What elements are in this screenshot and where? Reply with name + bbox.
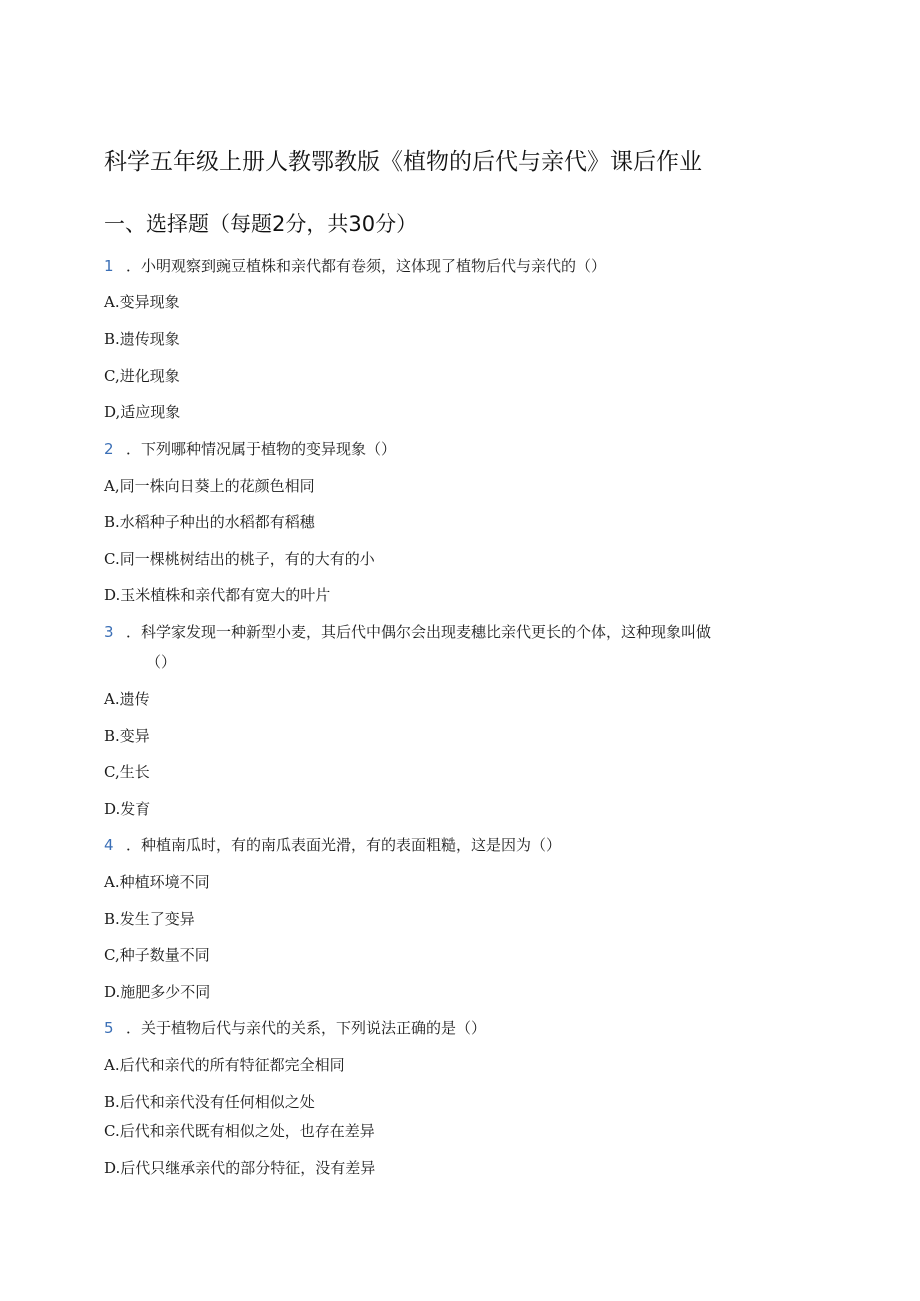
option-5c: C.后代和亲代既有相似之处，也存在差异 bbox=[104, 1122, 375, 1140]
option-3d: D.发育 bbox=[104, 800, 151, 818]
question-3 bbox=[104, 622, 711, 642]
option-5b: B.后代和亲代没有任何相似之处 bbox=[104, 1093, 315, 1111]
question-number: 3 bbox=[104, 623, 114, 641]
option-3a: A.遗传 bbox=[104, 690, 150, 708]
question-text: ．科学家发现一种新型小麦，其后代中偶尔会出现麦穗比亲代更长的个体，这种现象叫做 bbox=[126, 623, 712, 641]
option-4d: D.施肥多少不同 bbox=[104, 983, 211, 1001]
question-text: ．下列哪种情况属于植物的变异现象（） bbox=[126, 440, 397, 458]
question-3-continuation: （） bbox=[146, 653, 177, 671]
option-2b: B.水稻种子种出的水稻都有稻穗 bbox=[104, 513, 315, 531]
question-1 bbox=[104, 256, 606, 276]
option-4b: B.发生了变异 bbox=[104, 910, 195, 928]
question-5 bbox=[104, 1018, 486, 1038]
option-5a: A.后代和亲代的所有特征都完全相同 bbox=[104, 1056, 345, 1074]
section-title: 一、选择题（每题2分，共30分） bbox=[104, 212, 418, 236]
question-number: 5 bbox=[104, 1019, 114, 1037]
option-3b: B.变异 bbox=[104, 727, 150, 745]
option-2a: A,同一株向日葵上的花颜色相同 bbox=[104, 477, 315, 495]
option-1c: C,进化现象 bbox=[104, 367, 180, 385]
question-number: 1 bbox=[104, 257, 114, 275]
question-text: ．小明观察到豌豆植株和亲代都有卷须，这体现了植物后代与亲代的（） bbox=[126, 257, 607, 275]
question-text: ．种植南瓜时，有的南瓜表面光滑，有的表面粗糙，这是因为（） bbox=[126, 836, 562, 854]
option-3c: C,生长 bbox=[104, 763, 150, 781]
question-text: ．关于植物后代与亲代的关系，下列说法正确的是（） bbox=[126, 1019, 487, 1037]
question-number: 2 bbox=[104, 440, 114, 458]
option-2d: D.玉米植株和亲代都有宽大的叶片 bbox=[104, 586, 331, 604]
option-1d: D,适应现象 bbox=[104, 403, 181, 421]
question-number: 4 bbox=[104, 836, 114, 854]
option-5d: D.后代只继承亲代的部分特征，没有差异 bbox=[104, 1159, 376, 1177]
question-2 bbox=[104, 439, 396, 459]
question-4 bbox=[104, 835, 561, 855]
option-2c: C.同一棵桃树结出的桃子，有的大有的小 bbox=[104, 550, 375, 568]
option-1b: B.遗传现象 bbox=[104, 330, 180, 348]
option-4a: A.种植环境不同 bbox=[104, 873, 210, 891]
option-4c: C,种子数量不同 bbox=[104, 946, 210, 964]
option-1a: A.变异现象 bbox=[104, 293, 180, 311]
document-title: 科学五年级上册人教鄂教版《植物的后代与亲代》课后作业 bbox=[104, 149, 702, 175]
